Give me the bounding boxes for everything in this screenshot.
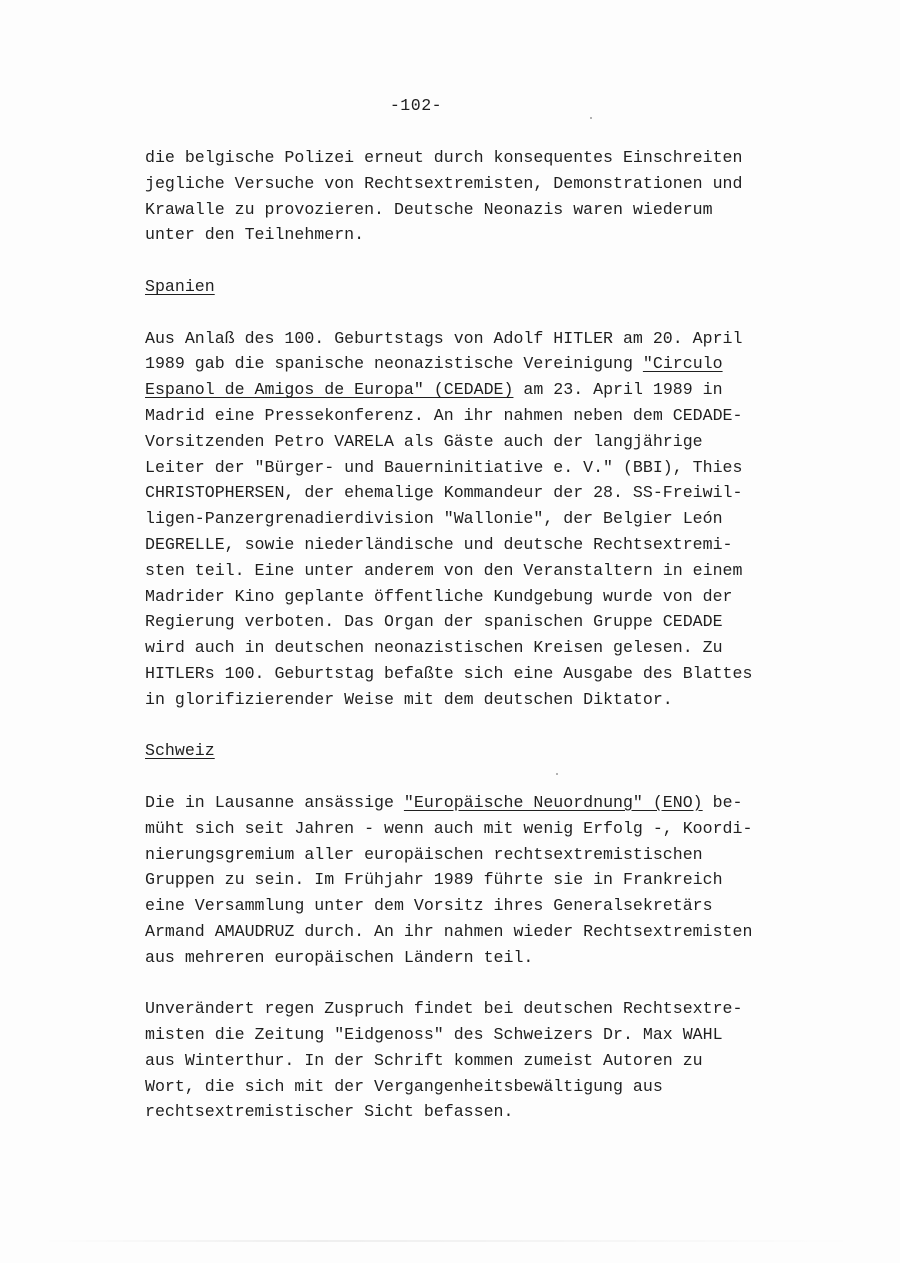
text-line: unter den Teilnehmern. (145, 225, 365, 245)
text-line: aus Winterthur. In der Schrift kommen zumeist Autoren zu (145, 1050, 703, 1070)
section-heading-spanien: Spanien (145, 276, 215, 296)
text-line: Krawalle zu provozieren. Deutsche Neonazis waren wiederum (145, 199, 713, 219)
text-line: Aus Anlaß des 100. Geburtstags von Adolf HITLER am 20. April (145, 328, 743, 348)
text-line: Unverändert regen Zuspruch findet bei deutschen Rechtsextre- (145, 999, 743, 1019)
scan-edge-shadow (40, 1240, 860, 1242)
scan-speck (556, 773, 558, 775)
text-line: aus mehreren europäischen Ländern teil. (145, 947, 534, 967)
text-line: Armand AMAUDRUZ durch. An ihr nahmen wieder Rechtsextremisten (145, 921, 753, 941)
text-line: müht sich seit Jahren - wenn auch mit wenig Erfolg -, Koordi- (145, 818, 753, 838)
paragraph-schweiz-eno (145, 790, 805, 971)
text-line: be- (702, 792, 743, 812)
text-line: jegliche Versuche von Rechtsextremisten, Demonstrationen und (145, 173, 743, 193)
text-line: misten die Zeitung "Eidgenoss" des Schweizers Dr. Max WAHL (145, 1025, 723, 1045)
text-line: 1989 gab die spanische neonazistische Vereinigung (145, 354, 643, 374)
text-line: CHRISTOPHERSEN, der ehemalige Kommandeur der 28. SS-Freiwil- (145, 483, 743, 503)
text-line: Wort, die sich mit der Vergangenheitsbewältigung aus (145, 1076, 663, 1096)
text-line: Gruppen zu sein. Im Frühjahr 1989 führte sie in Frankreich (145, 870, 723, 890)
text-line: DEGRELLE, sowie niederländische und deutsche Rechtsextremi- (145, 534, 733, 554)
text-line: in glorifizierender Weise mit dem deutschen Diktator. (145, 689, 673, 709)
text-line: Leiter der "Bürger- und Bauerninitiative e. V." (BBI), Thies (145, 457, 743, 477)
text-line: die belgische Polizei erneut durch konsequentes Einschreiten (145, 148, 743, 167)
text-line: HITLERs 100. Geburtstag befaßte sich eine Ausgabe des Blattes (145, 663, 753, 683)
organization-name-eno: "Europäische Neuordnung" (ENO) (403, 792, 703, 812)
text-line: Vorsitzenden Petro VARELA als Gäste auch der langjährige (145, 431, 703, 451)
body-text (145, 145, 805, 1125)
paragraph-spanien (145, 326, 805, 713)
text-line: rechtsextremistischer Sicht befassen. (145, 1102, 514, 1122)
page-number: -102- (389, 96, 443, 115)
text-line: eine Versammlung unter dem Vorsitz ihres Generalsekretärs (145, 896, 713, 916)
paragraph-schweiz-eidgenoss (145, 996, 805, 1125)
text-line: nierungsgremium aller europäischen rechtsextremistischen (145, 844, 703, 864)
text-line: Madrider Kino geplante öffentliche Kundgebung wurde von der (145, 586, 733, 606)
text-line: Regierung verboten. Das Organ der spanischen Gruppe CEDADE (145, 612, 723, 632)
text-line: Die in Lausanne ansässige (145, 792, 404, 812)
text-line: Madrid eine Pressekonferenz. An ihr nahmen neben dem CEDADE- (145, 405, 743, 425)
organization-name-cedade: "Circulo (642, 354, 723, 374)
organization-name-cedade-cont: Espanol de Amigos de Europa" (CEDADE) (145, 380, 514, 400)
text-line: ligen-Panzergrenadierdivision "Wallonie", der Belgier León (145, 509, 723, 529)
scan-speck (590, 117, 592, 119)
text-line: sten teil. Eine unter anderem von den Veranstaltern in einem (145, 560, 743, 580)
text-line: wird auch in deutschen neonazistischen Kreisen gelesen. Zu (145, 638, 723, 658)
section-heading-schweiz: Schweiz (145, 741, 215, 761)
paragraph-belgium (145, 145, 805, 248)
text-line: am 23. April 1989 in (513, 380, 723, 400)
